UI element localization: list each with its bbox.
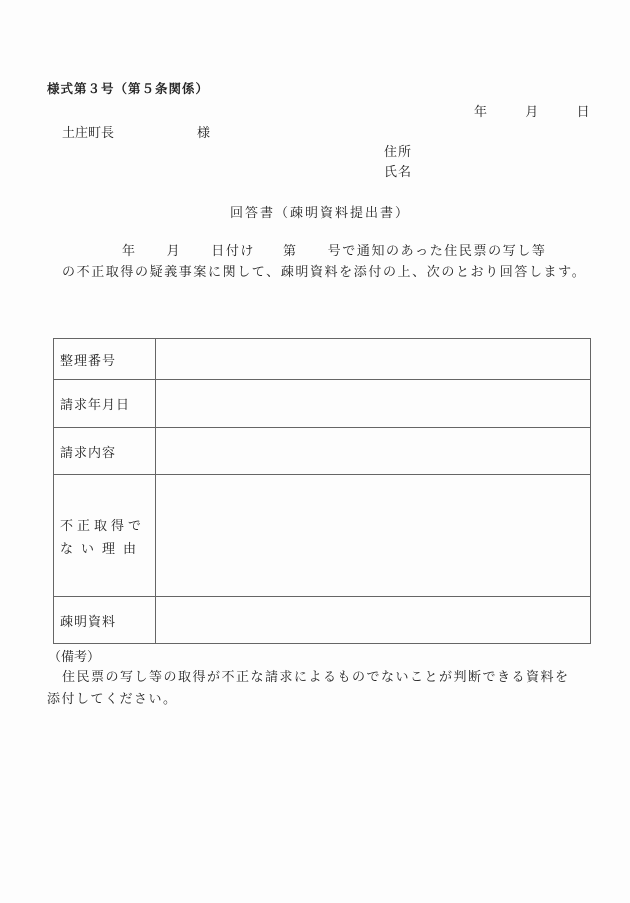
label-reason bbox=[54, 475, 156, 597]
body-number-prefix: 第 bbox=[283, 244, 298, 259]
body-month: 月 bbox=[166, 244, 182, 259]
table-row-supporting-documents bbox=[54, 597, 591, 644]
field-request-date[interactable] bbox=[156, 380, 591, 428]
response-form-table bbox=[53, 338, 591, 644]
honorific: 様 bbox=[197, 126, 211, 141]
body-day: 日付け bbox=[211, 244, 256, 259]
date-year: 年 bbox=[474, 105, 488, 120]
name-label: 氏名 bbox=[384, 165, 413, 180]
notes-line-1: 住民票の写し等の取得が不正な請求によるものでないことが判断できる資料を bbox=[62, 670, 570, 685]
notes-line-2: 添付してください。 bbox=[47, 692, 178, 707]
field-request-content[interactable] bbox=[156, 428, 591, 475]
body-rest: 号で通知のあった住民票の写し等 bbox=[327, 244, 547, 259]
date-month: 月 bbox=[525, 105, 539, 120]
body-line-1 bbox=[122, 240, 547, 259]
label-supporting-documents: 疎明資料 bbox=[54, 597, 156, 644]
date-line bbox=[474, 101, 590, 120]
label-request-date: 請求年月日 bbox=[54, 380, 156, 428]
table-row-request-content bbox=[54, 428, 591, 475]
body-year: 年 bbox=[122, 244, 137, 259]
addressee-name: 土庄町長 bbox=[62, 126, 115, 141]
form-number: 様式第３号（第５条関係） bbox=[47, 81, 210, 96]
date-day: 日 bbox=[576, 105, 590, 120]
label-reference-number: 整理番号 bbox=[54, 339, 156, 380]
address-label: 住所 bbox=[384, 145, 413, 160]
label-reason-line1: 不正取得で bbox=[60, 518, 146, 534]
notes-heading: （備考） bbox=[48, 650, 101, 665]
field-reference-number[interactable] bbox=[156, 339, 591, 380]
label-request-content: 請求内容 bbox=[54, 428, 156, 475]
document-title: 回答書（疎明資料提出書） bbox=[230, 206, 411, 221]
table-row-request-date bbox=[54, 380, 591, 428]
label-reason-line2: ない理由 bbox=[60, 541, 145, 557]
addressee bbox=[62, 122, 211, 141]
field-reason[interactable] bbox=[156, 475, 591, 597]
table-row-reason bbox=[54, 475, 591, 597]
table-row-reference-number bbox=[54, 339, 591, 380]
field-supporting-documents[interactable] bbox=[156, 597, 591, 644]
body-line-2: の不正取得の疑義事案に関して、疎明資料を添付の上、次のとおり回答します。 bbox=[62, 265, 587, 280]
